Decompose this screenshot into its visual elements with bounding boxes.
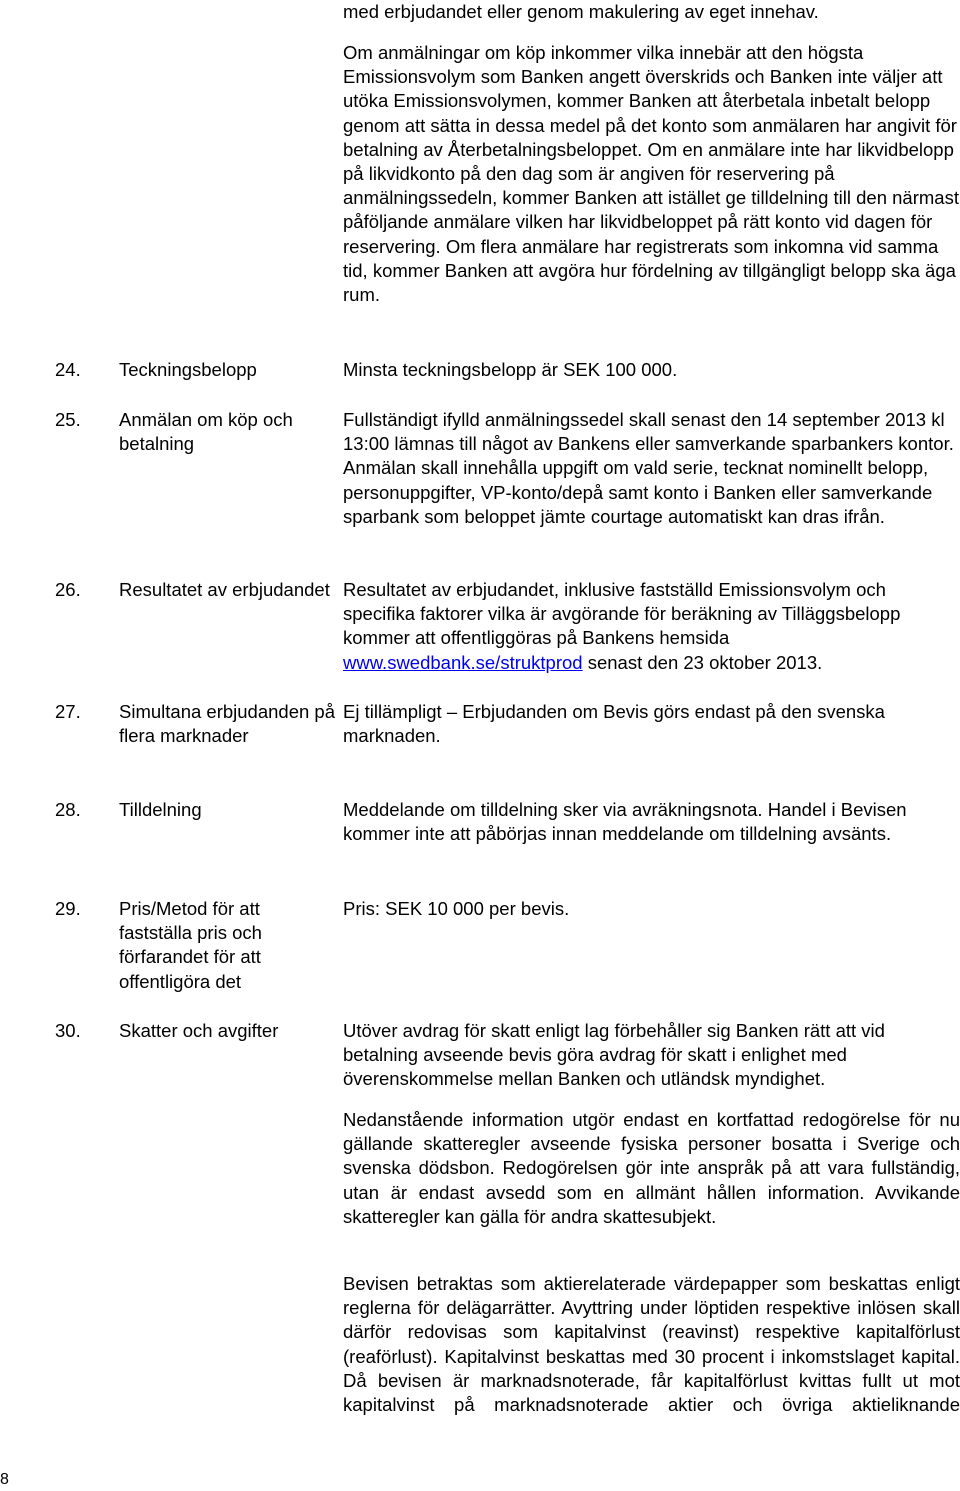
section-label: Teckningsbelopp: [119, 359, 257, 380]
section-label: Simultana erbjudanden på flera marknader: [119, 701, 335, 747]
section-text: Meddelande om tilldelning sker via avräkningsnota. Handel i Bevisen kommer inte att påbörjas innan meddelande om tilldelning avsänts.: [343, 799, 907, 845]
tax-info-paragraph: Nedanstående information utgör endast en kortfattad redogörelse för nu gällande skatteregler avseende fysiska personer bosatta i Sverige och svenska dödsbon. Redogörelsen gör inte anspråk på att vara fullständig, utan är endast avsedd som en allmänt hållen information. Avvikande skatteregler kan gälla för andra skattesubjekt.: [343, 1109, 960, 1227]
section-number: 24.: [55, 359, 81, 380]
section-text: Utöver avdrag för skatt enligt lag förbehåller sig Banken rätt att vid betalning avseende bevis göra avdrag för skatt i enlighet med överenskommelse mellan Banken och utländsk myndighet.: [343, 1020, 885, 1090]
section-label: Pris/Metod för att fastställa pris och förfarandet för att offentligöra det: [119, 898, 262, 992]
section-number: 29.: [55, 898, 81, 919]
section-number: 26.: [55, 579, 81, 600]
continuation-text: med erbjudandet eller genom makulering av eget innehav.: [343, 1, 819, 22]
section-label: Anmälan om köp och betalning: [119, 409, 293, 455]
section-text: Minsta teckningsbelopp är SEK 100 000.: [343, 359, 678, 380]
section-label: Tilldelning: [119, 799, 202, 820]
section-text: [343, 578, 960, 675]
section-number: 30.: [55, 1020, 81, 1041]
struktprod-link[interactable]: www.swedbank.se/struktprod: [343, 651, 583, 673]
page-number: 8: [0, 1471, 9, 1488]
section-text: Pris: SEK 10 000 per bevis.: [343, 898, 570, 919]
section-label: Resultatet av erbjudandet: [119, 579, 330, 600]
tax-rules-paragraph: Bevisen betraktas som aktierelaterade värdepapper som beskattas enligt reglerna för delägarrätter. Avyttring under löptiden respektive inlösen skall därför redovisas som kapitalvinst (reavinst) respektive kapitalförlust (reaförlust). Kapitalvinst beskattas med 30 procent i inkomstslaget kapital. Då bevisen är marknadsnoterade, får kapitalförlust kvittas fullt ut mot kapitalvinst på marknadsnoterade aktier och övriga aktieliknande: [343, 1273, 960, 1416]
section-label: Skatter och avgifter: [119, 1020, 279, 1041]
section-text: Ej tillämpligt – Erbjudanden om Bevis görs endast på den svenska marknaden.: [343, 701, 885, 747]
section-number: 25.: [55, 409, 81, 430]
allocation-paragraph: Om anmälningar om köp inkommer vilka innebär att den högsta Emissionsvolym som Banken angett överskrids och Banken inte väljer att utöka Emissionsvolymen, kommer Banken att återbetala inbetalt belopp genom att sätta in dessa medel på det konto som anmälaren har angivit för betalning av Återbetalningsbeloppet. Om en anmälare inte har likvidbelopp på likvidkonto på den dag som är angiven för reservering på anmälningssedeln, kommer Banken att istället ge tilldelning till den närmast påföljande anmälare vilken har likvidbeloppet på rätt konto vid dagen för reservering. Om flera anmälare har registrerats som inkomna vid samma tid, kommer Banken att avgöra hur fördelning av tillgängligt belopp ska äga rum.: [343, 42, 959, 306]
section-text-after: senast den 23 oktober 2013.: [582, 651, 823, 673]
section-number: 28.: [55, 799, 81, 820]
section-number: 27.: [55, 701, 81, 722]
section-text-before: Resultatet av erbjudandet, inklusive fastställd Emissionsvolym och specifika faktorer vilka är avgörande för beräkning av Tilläggsbelopp kommer att offentliggöras på Bankens hemsida: [343, 579, 901, 649]
section-text: Fullständigt ifylld anmälningssedel skall senast den 14 september 2013 kl 13:00 lämnas till något av Bankens eller samverkande sparbankers kontor. Anmälan skall innehålla uppgift om vald serie, tecknat nominellt belopp, personuppgifter, VP-konto/depå samt konto i Banken eller samverkande sparbank som beloppet jämte courtage automatiskt kan dras ifrån.: [343, 409, 954, 527]
